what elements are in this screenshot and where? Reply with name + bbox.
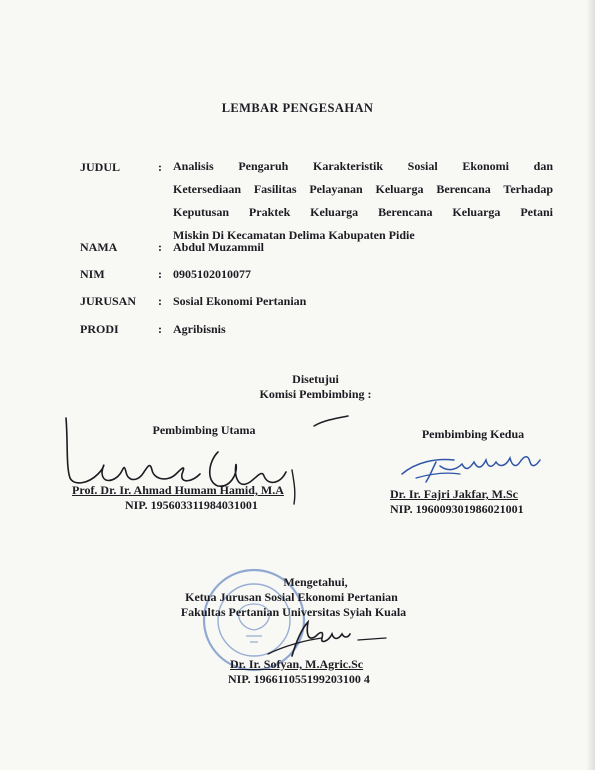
ack-name: Dr. Ir. Sofyan, M.Agric.Sc <box>230 657 364 671</box>
field-colon: : <box>158 267 162 281</box>
supervisor1-nip: NIP. 195603311984031001 <box>125 498 258 512</box>
supervisor2-nip: NIP. 196009301986021001 <box>390 502 524 516</box>
ack-position: Ketua Jurusan Sosial Ekonomi Pertanian <box>185 590 398 604</box>
field-colon: : <box>158 294 162 308</box>
committee-heading: Komisi Pembimbing : <box>259 387 372 401</box>
field-label: NAMA <box>80 240 118 254</box>
supervisor1-name: Prof. Dr. Ir. Ahmad Humam Hamid, M.A <box>72 483 284 497</box>
approval-heading: Disetujui <box>292 372 339 386</box>
ack-heading: Mengetahui, <box>283 575 348 589</box>
judul-line: Analisis Pengaruh Karakteristik Sosial Ekonomi dan <box>173 159 553 173</box>
supervisor2-role: Pembimbing Kedua <box>421 427 525 441</box>
supervisor2-name: Dr. Ir. Fajri Jakfar, M.Sc <box>390 487 518 501</box>
field-label: NIM <box>80 267 105 281</box>
nama-value: Abdul Muzammil <box>173 240 265 254</box>
ack-nip: NIP. 196611055199203100 4 <box>228 672 370 686</box>
page-title: LEMBAR PENGESAHAN <box>221 101 374 115</box>
nim-value: 0905102010077 <box>173 267 251 281</box>
chair-signature <box>262 616 392 662</box>
field-colon: : <box>158 240 162 254</box>
field-label: PRODI <box>80 322 119 336</box>
judul-line: Keputusan Praktek Keluarga Berencana Keluarga Petani <box>173 205 553 219</box>
field-label: JUDUL <box>80 160 121 174</box>
jurusan-value: Sosial Ekonomi Pertanian <box>173 294 307 308</box>
ack-faculty: Fakultas Pertanian Universitas Syiah Kuala <box>180 605 407 619</box>
judul-line: Ketersediaan Fasilitas Pelayanan Keluarga Berencana Terhadap <box>173 182 553 196</box>
judul-value <box>173 155 553 247</box>
prodi-value: Agribisnis <box>173 322 226 336</box>
supervisor1-role: Pembimbing Utama <box>152 423 256 437</box>
field-colon: : <box>158 322 162 336</box>
field-label: JURUSAN <box>80 294 137 308</box>
supervisor2-signature <box>396 444 546 486</box>
judul-line: Miskin Di Kecamatan Delima Kabupaten Pidie <box>173 228 415 242</box>
field-colon: : <box>158 160 162 174</box>
